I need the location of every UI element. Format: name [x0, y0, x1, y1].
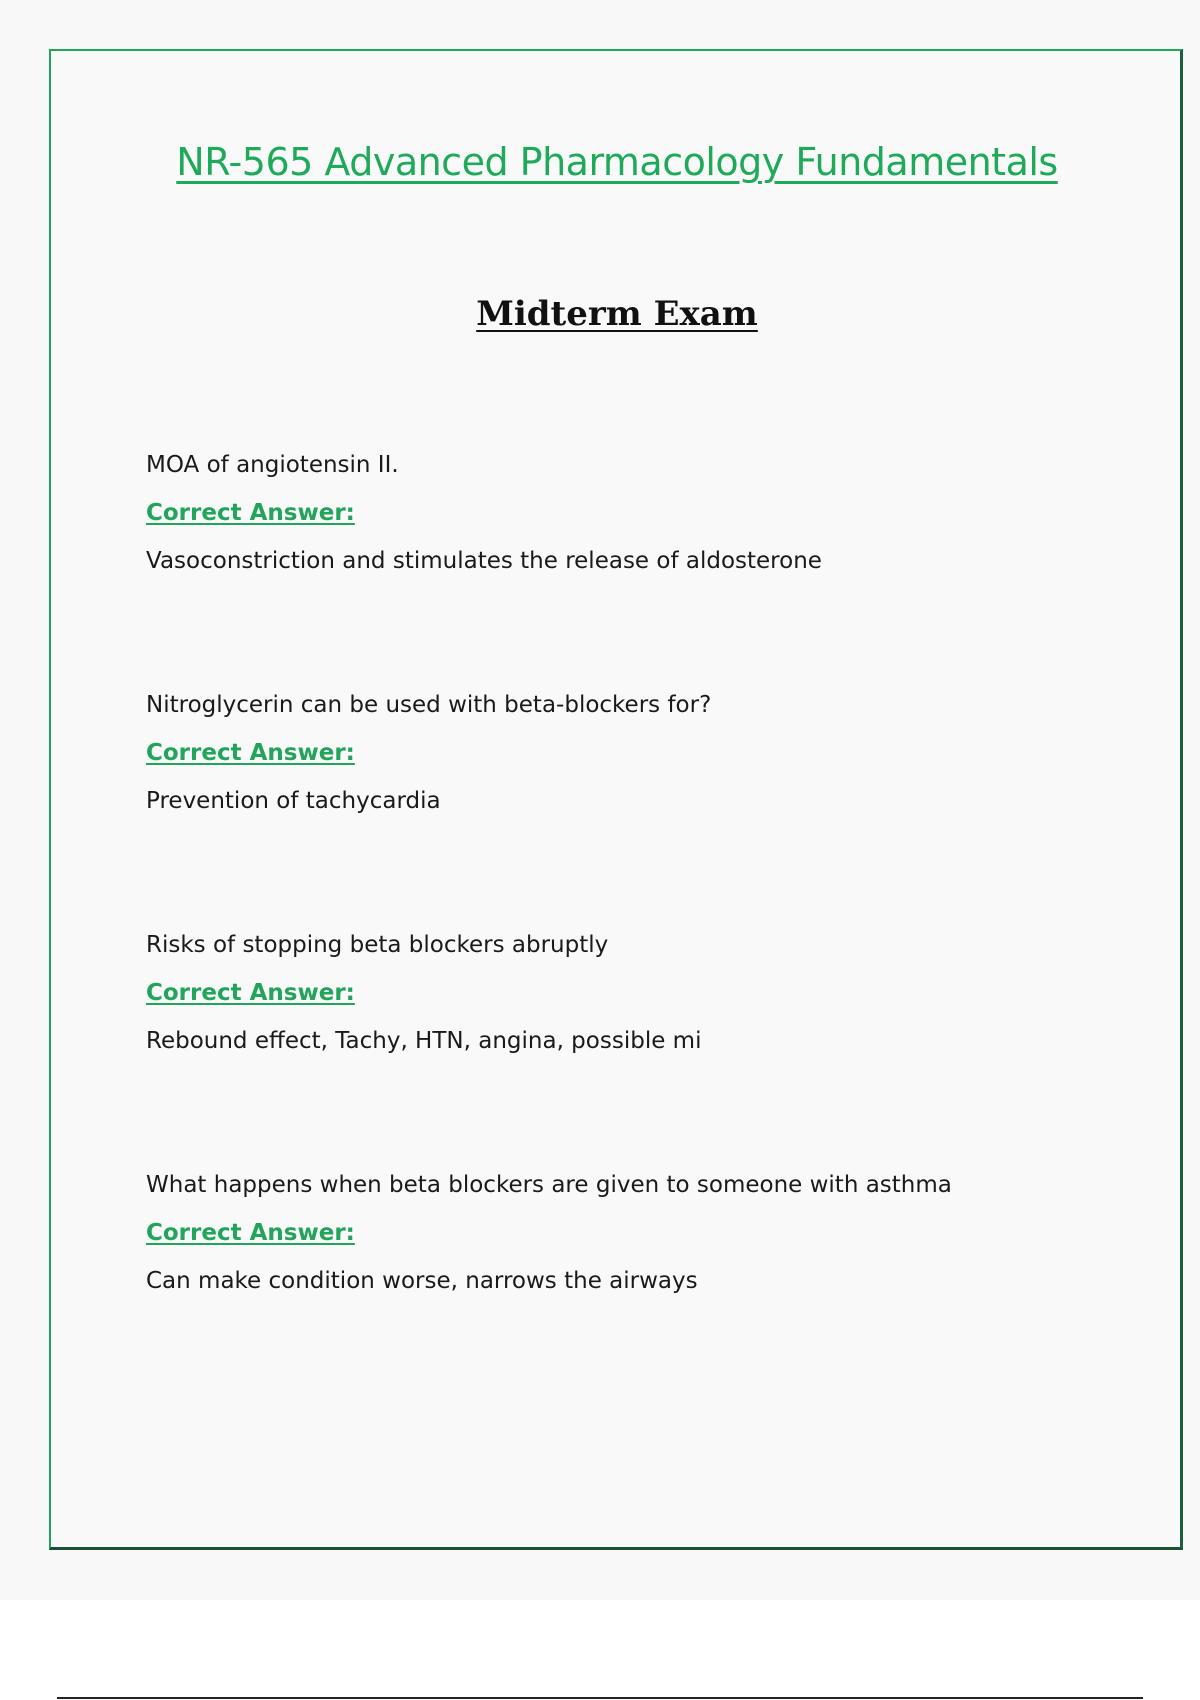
correct-answer-label: Correct Answer:	[146, 1220, 355, 1246]
qa-item-3	[146, 930, 1046, 1056]
question-text: Nitroglycerin can be used with beta-blockers for?	[146, 692, 712, 718]
correct-answer-label: Correct Answer:	[146, 740, 355, 766]
qa-item-1	[146, 450, 1046, 576]
footer-divider	[57, 1697, 1143, 1699]
document-subtitle: Midterm Exam	[476, 294, 758, 334]
qa-item-2	[146, 690, 1046, 816]
question-text: What happens when beta blockers are given to someone with asthma	[146, 1172, 952, 1198]
answer-text: Vasoconstriction and stimulates the release of aldosterone	[146, 548, 822, 574]
correct-answer-label: Correct Answer:	[146, 980, 355, 1006]
question-text: MOA of angiotensin II.	[146, 452, 399, 478]
document-title: NR-565 Advanced Pharmacology Fundamentals	[176, 140, 1058, 184]
qa-item-4	[146, 1170, 1046, 1296]
answer-text: Prevention of tachycardia	[146, 788, 441, 814]
answer-text: Rebound effect, Tachy, HTN, angina, possible mi	[146, 1028, 702, 1054]
correct-answer-label: Correct Answer:	[146, 500, 355, 526]
answer-text: Can make condition worse, narrows the airways	[146, 1268, 698, 1294]
question-text: Risks of stopping beta blockers abruptly	[146, 932, 609, 958]
